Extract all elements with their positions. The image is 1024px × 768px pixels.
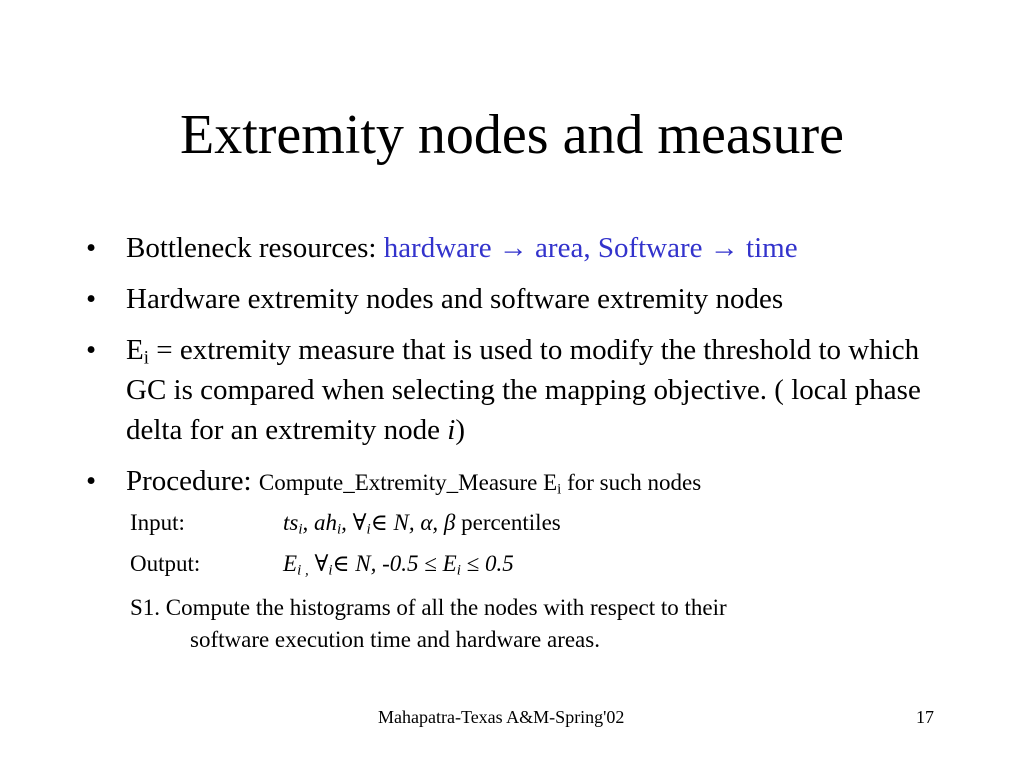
footer-text: Mahapatra-Texas A&M-Spring'02 bbox=[378, 707, 625, 727]
symbol-e: E bbox=[126, 334, 144, 366]
symbol-i: i bbox=[447, 414, 456, 446]
procedure-subscript: i bbox=[557, 481, 562, 498]
step-line-2: software execution time and hardware areas. bbox=[190, 627, 600, 652]
bullet-marker: • bbox=[86, 232, 97, 264]
bullet-extremity-measure bbox=[86, 330, 946, 450]
step-s1 bbox=[130, 592, 930, 656]
input-tail: percentiles bbox=[455, 510, 561, 535]
procedure-name bbox=[258, 470, 702, 498]
math-sub: i bbox=[456, 562, 461, 579]
bullet-list bbox=[86, 228, 946, 514]
bullet-bottleneck bbox=[86, 228, 946, 268]
math-e: E bbox=[283, 551, 298, 576]
slide-title: Extremity nodes and measure bbox=[179, 104, 844, 166]
procedure-tail: for such nodes bbox=[561, 470, 702, 495]
bullet-accent-text: hardware → area, Software → time bbox=[383, 232, 798, 264]
bullet-lead-text: Bottleneck resources: bbox=[126, 232, 384, 264]
math-ts: ts bbox=[283, 510, 299, 535]
math-ah: , ah bbox=[302, 510, 337, 535]
bullet-lead-text: Procedure: bbox=[126, 465, 259, 497]
page-number: 17 bbox=[916, 707, 934, 727]
step-line-1: S1. Compute the histograms of all the nodes with respect to their bbox=[130, 595, 727, 620]
bullet-procedure bbox=[86, 461, 946, 503]
math-sub: i bbox=[328, 562, 333, 579]
output-label: Output: bbox=[130, 551, 201, 576]
math-sub: i bbox=[366, 521, 371, 538]
bullet-marker: • bbox=[86, 465, 97, 497]
bullet-text-end: ) bbox=[455, 414, 466, 446]
bullet-text: Hardware extremity nodes and software extremity nodes bbox=[126, 283, 784, 315]
input-label: Input: bbox=[130, 510, 185, 535]
math-forall: ∀ bbox=[308, 551, 329, 576]
math-set: ∈ N, α, β bbox=[370, 510, 456, 535]
procedure-name-text: Compute_Extremity_Measure E bbox=[258, 470, 558, 495]
input-math bbox=[283, 510, 456, 538]
input-row bbox=[130, 508, 561, 538]
math-sub: i bbox=[298, 521, 303, 538]
bullet-marker: • bbox=[86, 283, 97, 315]
bullet-text: = extremity measure that is used to modify the threshold to which GC is compared when selecting the mapping objective. ( local phase delta for an extremity node bbox=[126, 334, 921, 446]
bullet-extremity-nodes bbox=[86, 279, 946, 319]
math-range: ∈ N, -0.5 ≤ E bbox=[332, 551, 457, 576]
bullet-marker: • bbox=[86, 334, 97, 366]
math-forall: , ∀ bbox=[341, 510, 367, 535]
math-sub: i , bbox=[297, 562, 309, 579]
output-math bbox=[283, 551, 514, 579]
symbol-e-subscript: i bbox=[143, 347, 149, 369]
math-sub: i bbox=[337, 521, 342, 538]
math-upper: ≤ 0.5 bbox=[460, 551, 514, 576]
output-row bbox=[130, 549, 514, 579]
